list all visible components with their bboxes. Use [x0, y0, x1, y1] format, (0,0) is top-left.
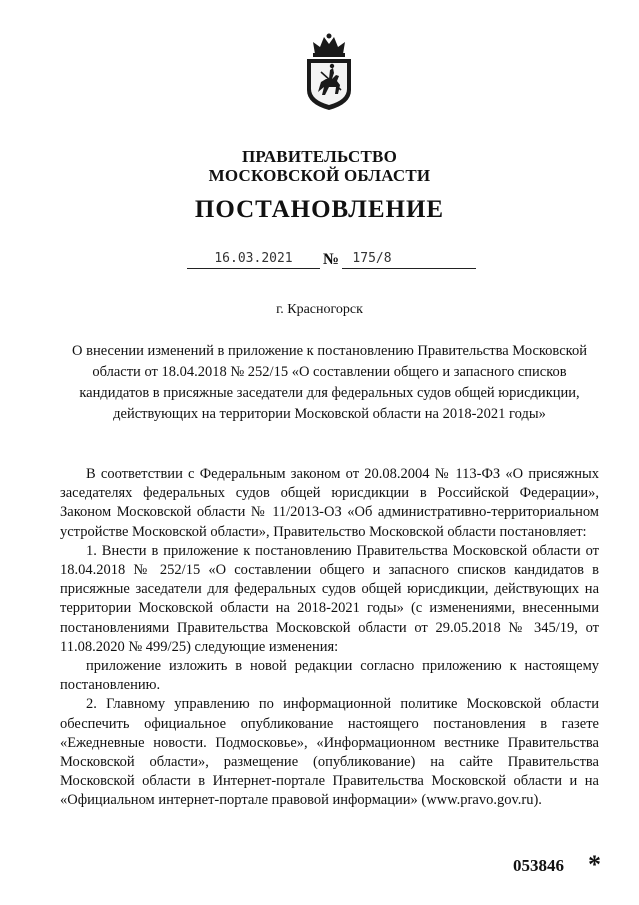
body-paragraph: приложение изложить в новой редакции согласно приложению к настоящему постановлению.	[60, 658, 599, 694]
number-sign: №	[323, 251, 340, 268]
asterisk-mark: *	[588, 850, 601, 879]
document-subject: О внесении изменений в приложение к постановлению Правительства Московской области от 18.04.2018 № 252/15 «О составлении общего и запасного списков кандидатов в присяжные заседатели для федеральных судов общей юрисдикции, действующих на территории Московской области на 2018-2021 годы»	[72, 343, 587, 422]
organization-name-line2: МОСКОВСКОЙ ОБЛАСТИ	[208, 166, 431, 185]
document-type-title: ПОСТАНОВЛЕНИЕ	[194, 196, 445, 223]
date-underline	[187, 267, 320, 269]
form-serial-number: 053846	[513, 856, 564, 875]
document-body	[60, 465, 599, 811]
document-date: 16.03.2021	[214, 251, 293, 266]
number-underline	[342, 267, 476, 269]
body-paragraph: 2. Главному управлению по информационной политике Московской области обеспечить официальное опубликование настоящего постановления в газете «Ежедневные новости. Подмосковье», «Информационном вестнике Правительства Московской области», размещение (опубликование) на сайте Правительства Московской области в Интернет-портале Правительства Московской области и на «Официальном интернет-портале правовой информации» (www.pravo.gov.ru).	[60, 696, 599, 809]
coat-of-arms-emblem	[299, 32, 359, 112]
city-name: г. Красногорск	[276, 302, 363, 317]
body-paragraph: В соответствии с Федеральным законом от 20.08.2004 № 113-ФЗ «О присяжных заседателях федеральных судов общей юрисдикции в Российской Федерации», Законом Московской области № 11/2013-ОЗ «Об административно-территориальном устройстве Московской области», Правительство Московской области постановляет:	[60, 466, 599, 540]
body-paragraph: 1. Внести в приложение к постановлению Правительства Московской области от 18.04.2018 № 252/15 «О составлении общего и запасного списков кандидатов в присяжные заседатели для федеральных судов общей юрисдикции, действующих на территории Московской области на 2018-2021 годы» (с изменениями, внесенными постановлениями Правительства Московской области от 29.05.2018 № 345/19, от 11.08.2020 № 499/25) следующие изменения:	[60, 542, 599, 655]
document-number: 175/8	[352, 251, 392, 266]
organization-name-line1: ПРАВИТЕЛЬСТВО	[242, 147, 397, 166]
